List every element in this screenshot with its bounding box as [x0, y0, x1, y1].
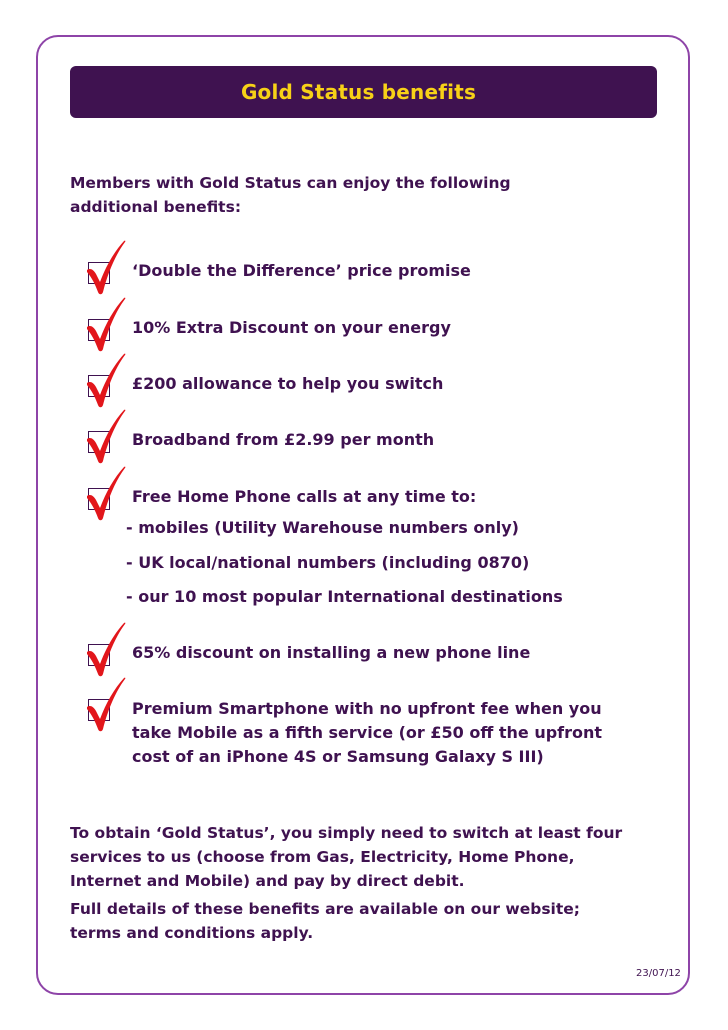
- details-paragraph: Full details of these benefits are available on our website; terms and conditions apply.: [70, 900, 580, 942]
- checkmark-icon: [84, 240, 132, 296]
- title-bar: [70, 66, 657, 118]
- document-date: 23/07/12: [636, 968, 681, 979]
- benefit-subitem: - our 10 most popular International destinations: [126, 587, 563, 606]
- benefit-item: ‘Double the Difference’ price promise: [132, 261, 471, 280]
- benefit-item: 10% Extra Discount on your energy: [132, 318, 451, 337]
- page-title: Gold Status benefits: [240, 80, 477, 104]
- checkmark-icon: [84, 297, 132, 353]
- benefit-subitem: - mobiles (Utility Warehouse numbers only): [126, 518, 519, 537]
- checkmark-icon: [84, 622, 132, 678]
- benefit-item: Free Home Phone calls at any time to:: [132, 487, 477, 506]
- benefit-item: Premium Smartphone with no upfront fee when you take Mobile as a fifth service (or £50 off the upfront cost of an iPhone 4S or Samsung Galaxy S III): [132, 699, 603, 766]
- checkmark-icon: [84, 409, 132, 465]
- checkmark-icon: [84, 353, 132, 409]
- checkmark-icon: [84, 466, 132, 522]
- intro-text: [70, 171, 511, 219]
- checkmark-icon: [84, 677, 132, 733]
- obtain-paragraph: To obtain ‘Gold Status’, you simply need to switch at least four services to us (choose from Gas, Electricity, Home Phone, Internet and Mobile) and pay by direct debit.: [70, 824, 623, 890]
- intro-line: additional benefits:: [70, 198, 242, 216]
- benefit-item: Broadband from £2.99 per month: [132, 430, 435, 449]
- benefit-subitem: - UK local/national numbers (including 0870): [126, 553, 530, 572]
- benefit-item: £200 allowance to help you switch: [132, 374, 444, 393]
- intro-line: Members with Gold Status can enjoy the following: [70, 174, 511, 192]
- benefit-item: 65% discount on installing a new phone line: [132, 643, 531, 662]
